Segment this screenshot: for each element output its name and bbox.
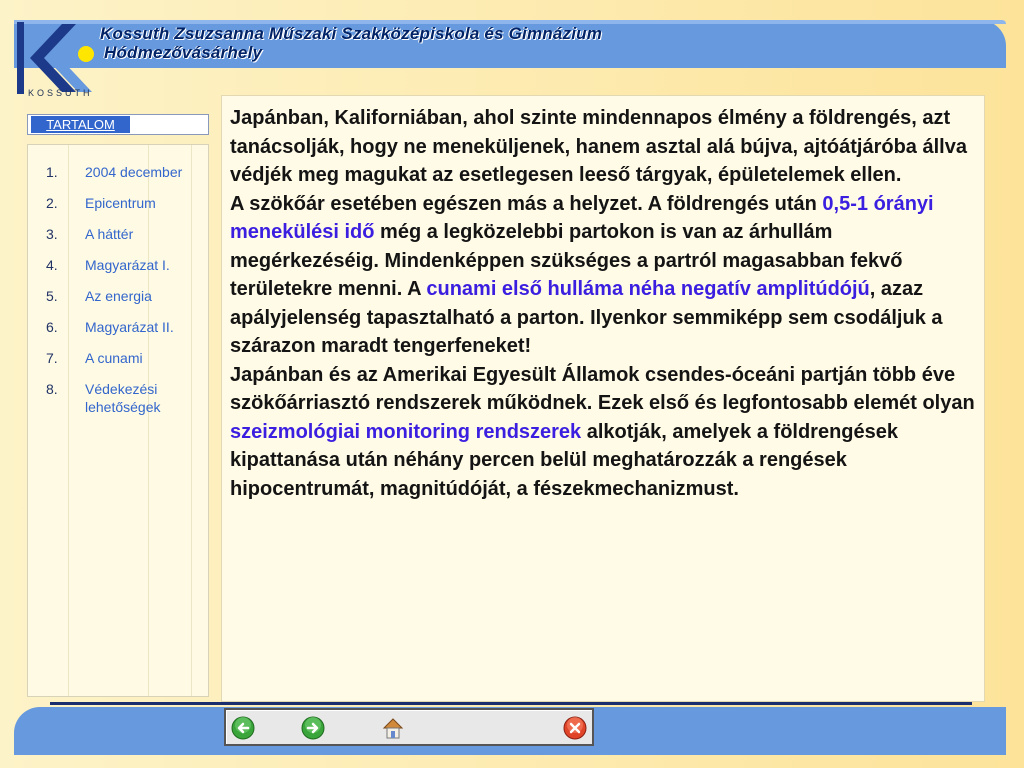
toc-item-number: 1. [46, 164, 58, 180]
highlight-escape-time: 0,5-1 órányi menekülési idő [230, 192, 934, 243]
toc-item-label[interactable]: 2004 december [85, 164, 183, 180]
toc-list [28, 163, 208, 429]
toc-item-number: 8. [46, 381, 58, 397]
toc-item-a-cunami[interactable] [28, 349, 208, 367]
toc-item-label[interactable]: Magyarázat I. [85, 257, 170, 273]
toc-item-label[interactable]: Epicentrum [85, 195, 156, 211]
toc-item-magyarazat-1[interactable] [28, 256, 208, 274]
toc-item-label[interactable]: Az energia [85, 288, 152, 304]
paragraph-2-text-c: , azaz apályjelenség tapasztalható a parton. Ilyenkor semmiképp sem csodáljuk a szárazon maradt tengerfeneket! [230, 278, 943, 357]
header-title-line1: Kossuth Zsuzsanna Műszaki Szakközépiskola és Gimnázium [100, 24, 603, 43]
paragraph-3 [230, 361, 982, 504]
toc-item-a-hatter[interactable] [28, 225, 208, 243]
paragraph-3-text-a: Japánban és az Amerikai Egyesült Államok csendes-óceáni partján több éve szökőárriasztó rendszerek működnek. Ezek első és legfontosabb elemét olyan [230, 363, 975, 414]
paragraph-2-text-a: A szökőár esetében egészen más a helyzet. A földrengés után [230, 192, 823, 215]
toc-item-vedekezesi-lehetosegek[interactable] [28, 380, 208, 416]
bottom-divider [50, 702, 972, 705]
toc-panel [27, 144, 209, 697]
highlight-negative-amplitude: cunami első hulláma néha negatív amplitúdójú [426, 278, 870, 300]
back-arrow-icon[interactable] [231, 716, 255, 740]
toc-item-magyarazat-2[interactable] [28, 318, 208, 336]
toc-item-az-energia[interactable] [28, 287, 208, 305]
header-title-line2: Hódmezővásárhely [104, 43, 263, 62]
content-text [230, 104, 982, 503]
paragraph-3-text-b: alkotják, amelyek a földrengések kipattanása után néhány percen belül meghatározzák a rengések hipocentrumát, magnitúdóját, a fészekmechanizmust. [230, 420, 899, 500]
paragraph-2-text-b: még a legközelebbi partokon is van az árhullám megérkezéséig. Mindenképpen szükséges a partról magasabban fekvő területekre menni. A [230, 221, 903, 300]
toc-header [27, 114, 209, 135]
toc-item-number: 7. [46, 350, 58, 366]
toc-heading-link[interactable]: TARTALOM [31, 116, 130, 133]
toc-item-label[interactable]: A háttér [85, 226, 134, 242]
toc-item-label[interactable]: Magyarázat II. [85, 319, 174, 335]
home-icon[interactable] [381, 716, 405, 740]
navigation-toolbar [224, 708, 594, 746]
paragraph-2 [230, 190, 982, 361]
toc-item-epicentrum[interactable] [28, 194, 208, 212]
paragraph-1: Japánban, Kaliforniában, ahol szinte mindennapos élmény a földrengés, azt tanácsolják, hogy ne meneküljenek, hanem asztal alá bújva, ajtóátjáróba állva védjék meg magukat az esetlegesen leeső tárgyak, épületelemek ellen. [230, 107, 967, 186]
close-icon[interactable] [563, 716, 587, 740]
toc-item-label[interactable]: Védekezési lehetőségek [85, 381, 161, 415]
toc-item-number: 5. [46, 288, 58, 304]
toc-item-number: 6. [46, 319, 58, 335]
toc-item-2004-december[interactable] [28, 163, 208, 181]
toc-item-number: 4. [46, 257, 58, 273]
logo-text: KOSSUTH [28, 88, 93, 98]
toc-item-label[interactable]: A cunami [85, 350, 143, 366]
toc-item-number: 3. [46, 226, 58, 242]
header-title [100, 24, 602, 62]
toc-item-number: 2. [46, 195, 58, 211]
highlight-seismic-monitoring: szeizmológiai monitoring rendszerek [230, 420, 582, 443]
forward-arrow-icon[interactable] [301, 716, 325, 740]
content-panel [221, 95, 985, 702]
